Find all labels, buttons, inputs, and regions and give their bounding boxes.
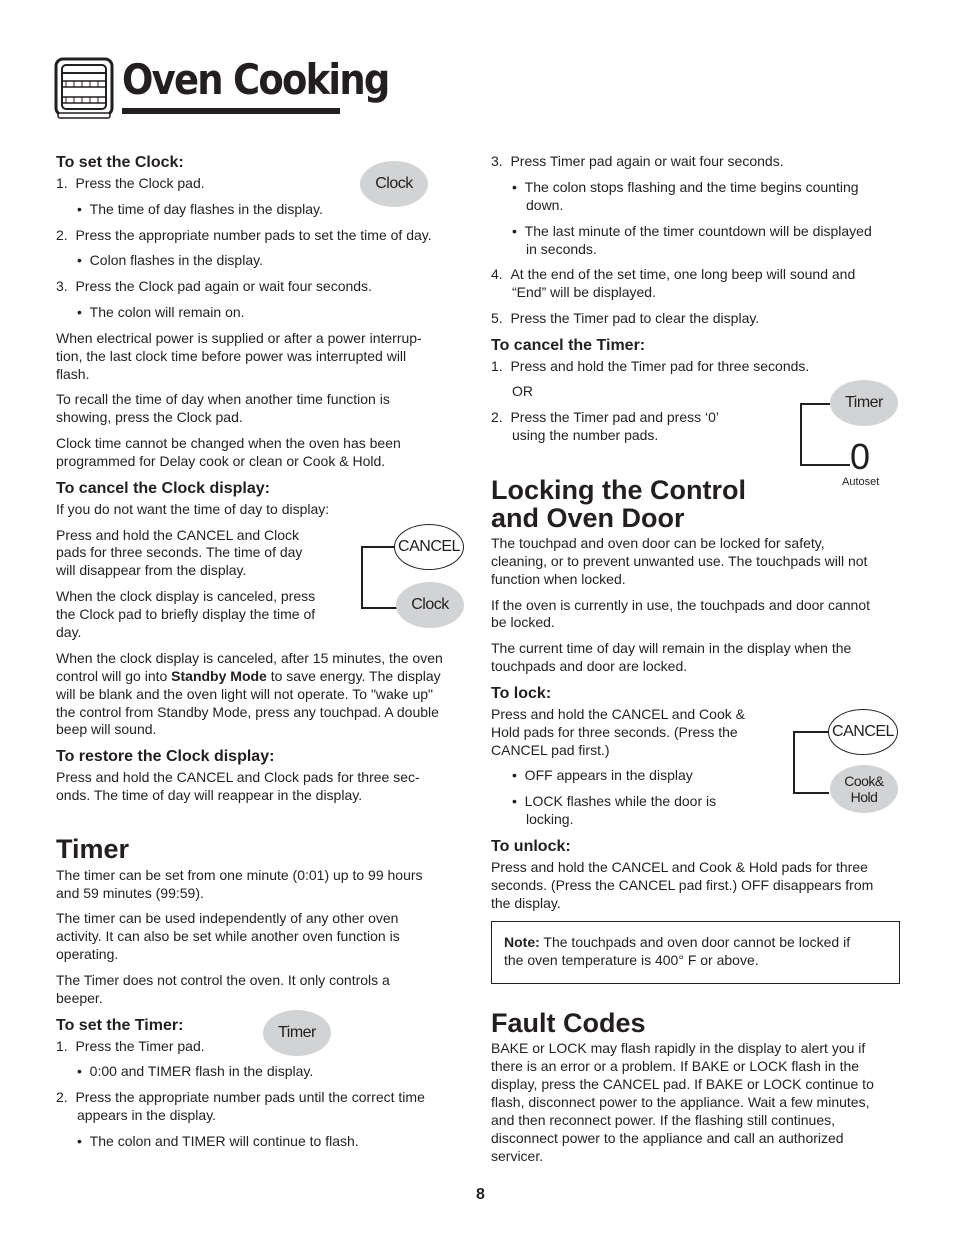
fault-para-line: and then reconnect power. If the flashing still continues, [491,1112,835,1128]
timer-para-line: beeper. [56,990,103,1006]
bracket-line [361,546,395,548]
timer-bullet: • The colon stops flashing and the time begins counting [512,179,859,195]
cancel-timer-heading: To cancel the Timer: [491,337,646,354]
timer-para-line: The timer can be set from one minute (0:01) up to 99 hours [56,867,423,883]
power-para-line: flash. [56,366,90,382]
set-timer-bullet2: • The colon and TIMER will continue to flash. [77,1133,359,1149]
locking-para-line: be locked. [491,614,555,630]
cancel-clock-para-line: pads for three seconds. The time of day [56,544,303,560]
set-clock-step3: 3. Press the Clock pad again or wait four seconds. [56,278,372,294]
timer-pad[interactable]: Timer [830,380,898,426]
cancel-clock-heading: To cancel the Clock display: [56,480,270,497]
bracket-line [793,731,795,793]
bracket-line [361,546,363,608]
cancel-timer-step1: 1. Press and hold the Timer pad for three seconds. [491,358,810,374]
unlock-para-line: the display. [491,895,561,911]
unlock-heading: To unlock: [491,838,571,855]
restore-clock-para-line: Press and hold the CANCEL and Clock pads for three sec- [56,769,420,785]
bracket-line [793,731,829,733]
set-clock-bullet3: • The colon will remain on. [77,304,245,320]
timer-pad[interactable]: Timer [263,1010,331,1056]
fault-para-line: BAKE or LOCK may flash rapidly in the display to alert you if [491,1040,866,1056]
set-timer-bullet1: • 0:00 and TIMER flash in the display. [77,1063,314,1079]
fault-para-line: servicer. [491,1148,544,1164]
standby-para-line: beep will sound. [56,721,157,737]
locking-para-line: touchpads and door are locked. [491,658,688,674]
set-timer-step1: 1. Press the Timer pad. [56,1038,205,1054]
lock-para-line: CANCEL pad first.) [491,742,610,758]
timer-para-line: The timer can be used independently of any other oven [56,910,399,926]
clock-pad[interactable]: Clock [360,161,428,207]
cancel-timer-step2: using the number pads. [512,427,659,443]
power-para-line: When electrical power is supplied or after a power interrup- [56,330,422,346]
lock-para-line: Hold pads for three seconds. (Press the [491,724,738,740]
page-title: Oven Cooking [122,55,389,104]
title-underline [122,108,340,114]
locking-heading: and Oven Door [491,503,685,533]
standby-para-line: control will go into Standby Mode to save energy. The display [56,668,441,684]
note-text: Note: The touchpads and oven door cannot be locked if [504,934,851,950]
bracket-line [800,403,830,405]
cancel-clock-intro: If you do not want the time of day to display: [56,501,330,517]
lock-heading: To lock: [491,685,552,702]
note-text: the oven temperature is 400° F or above. [504,952,759,968]
cook-hold-label: Cook& [844,773,884,789]
standby-para-line: When the clock display is canceled, after 15 minutes, the oven [56,650,443,666]
locking-heading: Locking the Control [491,475,746,505]
timer-step3: 3. Press Timer pad again or wait four seconds. [491,153,784,169]
oven-icon [54,57,114,119]
fault-para-line: display, press the CANCEL pad. If BAKE or LOCK continue to [491,1076,874,1092]
lock-bullet: • LOCK flashes while the door is [512,793,717,809]
unlock-para-line: Press and hold the CANCEL and Cook & Hold pads for three [491,859,868,875]
unlock-para-line: seconds. (Press the CANCEL pad first.) OFF disappears from [491,877,874,893]
cancel-timer-or: OR [512,383,533,399]
set-clock-heading: To set the Clock: [56,154,184,171]
recall-para-line: To recall the time of day when another time function is [56,391,390,407]
cancel-clock-para-line: Press and hold the CANCEL and Clock [56,527,300,543]
bracket-line [361,607,397,609]
set-clock-bullet1: • The time of day flashes in the display. [77,201,323,217]
cancel-clock-para-line: the Clock pad to briefly display the time of [56,606,316,622]
locking-para-line: function when locked. [491,571,626,587]
set-timer-step2: appears in the display. [77,1107,217,1123]
timer-para-line: and 59 minutes (99:59). [56,885,204,901]
timer-step4: “End” will be displayed. [512,284,656,300]
locking-para-line: The touchpad and oven door can be locked for safety, [491,535,825,551]
cancel-pad[interactable]: CANCEL [394,524,464,570]
fault-para-line: flash, disconnect power to the appliance. Wait a few minutes, [491,1094,870,1110]
timer-step5: 5. Press the Timer pad to clear the display. [491,310,760,326]
timer-heading: Timer [56,834,130,864]
bracket-line [800,403,802,465]
cancel-timer-step2: 2. Press the Timer pad and press ‘0’ [491,409,719,425]
cancel-pad[interactable]: CANCEL [828,709,898,755]
lock-para-line: Press and hold the CANCEL and Cook & [491,706,745,722]
set-clock-step1: 1. Press the Clock pad. [56,175,205,191]
locking-para-line: cleaning, or to prevent unwanted use. The touchpads will not [491,553,868,569]
clock-change-para-line: Clock time cannot be changed when the oven has been [56,435,401,451]
autoset-label: Autoset [842,476,880,488]
page-number: 8 [476,1186,485,1203]
zero-pad[interactable]: 0 [850,436,871,477]
set-clock-step2: 2. Press the appropriate number pads to set the time of day. [56,227,432,243]
cancel-clock-para-line: will disappear from the display. [56,562,247,578]
locking-para-line: The current time of day will remain in the display when the [491,640,852,656]
timer-bullet: down. [526,197,564,213]
recall-para-line: showing, press the Clock pad. [56,409,243,425]
timer-bullet: • The last minute of the timer countdown will be displayed [512,223,872,239]
fault-codes-heading: Fault Codes [491,1008,646,1038]
cook-hold-label: Hold [850,789,878,805]
set-timer-step2: 2. Press the appropriate number pads until the correct time [56,1089,425,1105]
bracket-line [800,464,850,466]
set-timer-heading: To set the Timer: [56,1017,184,1034]
timer-para-line: The Timer does not control the oven. It only controls a [56,972,390,988]
timer-step4: 4. At the end of the set time, one long beep will sound and [491,266,856,282]
standby-para-line: the control from Standby Mode, press any touchpad. A double [56,704,439,720]
bracket-line [793,792,829,794]
cancel-clock-para-line: day. [56,624,82,640]
clock-pad[interactable]: Clock [396,582,464,628]
timer-para-line: activity. It can also be set while another oven function is [56,928,400,944]
cook-hold-pad[interactable] [830,765,898,813]
fault-para-line: there is an error or a problem. If BAKE or LOCK flash in the [491,1058,860,1074]
clock-change-para-line: programmed for Delay cook or clean or Cook & Hold. [56,453,386,469]
timer-para-line: operating. [56,946,119,962]
timer-bullet: in seconds. [526,241,597,257]
lock-bullet: • OFF appears in the display [512,767,693,783]
lock-bullet: locking. [526,811,574,827]
locking-para-line: If the oven is currently in use, the touchpads and door cannot [491,597,871,613]
standby-para-line: will be blank and the oven light will not operate. To "wake up" [56,686,434,702]
restore-clock-para-line: onds. The time of day will reappear in the display. [56,787,363,803]
set-clock-bullet2: • Colon flashes in the display. [77,252,263,268]
power-para-line: tion, the last clock time before power was interrupted will [56,348,407,364]
cancel-clock-para-line: When the clock display is canceled, press [56,588,316,604]
fault-para-line: disconnect power to the appliance and call an authorized [491,1130,844,1146]
restore-clock-heading: To restore the Clock display: [56,748,275,765]
